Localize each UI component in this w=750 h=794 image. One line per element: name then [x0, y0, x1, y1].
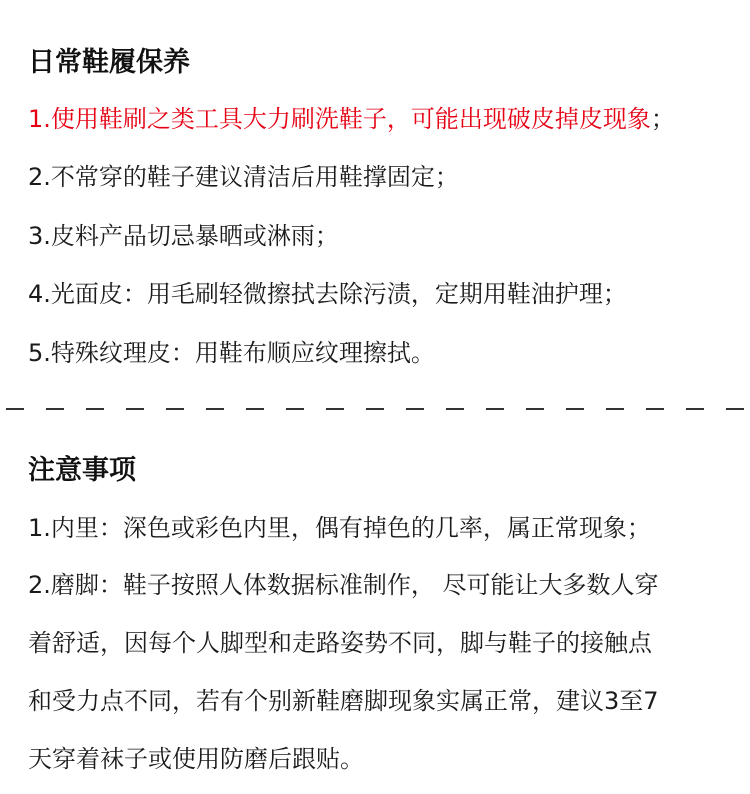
care-title: 日常鞋履保养 [28, 47, 190, 78]
care-item-4 [28, 277, 627, 311]
care-item-1-tail: ； [650, 105, 675, 133]
care-item-4-text: 光面皮：用毛刷轻微擦拭去除污渍，定期用鞋油护理； [50, 280, 627, 308]
care-item-5 [28, 336, 435, 370]
care-item-4-num: 4. [28, 280, 51, 308]
notes-line-2: 2.磨脚：鞋子按照人体数据标准制作， 尽可能让大多数人穿 [28, 571, 659, 599]
care-item-1-text: 使用鞋刷之类工具大力刷洗鞋子，可能出现破皮掉皮现象 [50, 105, 651, 133]
notes-line-1: 1.内里：深色或彩色内里，偶有掉色的几率，属正常现象； [28, 514, 651, 542]
care-item-2-text: 不常穿的鞋子建议清洁后用鞋撑固定； [50, 163, 459, 191]
care-item-3-text: 皮料产品切忌暴晒或淋雨； [50, 222, 339, 250]
notes-line-4: 和受力点不同，若有个别新鞋磨脚现象实属正常，建议3至7 [28, 687, 659, 715]
care-item-2 [28, 160, 459, 194]
care-item-3-num: 3. [28, 222, 51, 250]
care-item-1-num: 1. [28, 105, 51, 133]
dashed-divider [0, 408, 750, 410]
care-item-5-text: 特殊纹理皮：用鞋布顺应纹理擦拭。 [50, 339, 435, 367]
care-item-1 [28, 102, 675, 136]
care-item-5-num: 5. [28, 339, 51, 367]
care-item-3 [28, 219, 339, 253]
notes-title: 注意事项 [28, 455, 136, 486]
notes-line-3: 着舒适，因每个人脚型和走路姿势不同，脚与鞋子的接触点 [28, 629, 652, 657]
care-item-2-num: 2. [28, 163, 51, 191]
notes-line-5: 天穿着袜子或使用防磨后跟贴。 [28, 745, 364, 773]
